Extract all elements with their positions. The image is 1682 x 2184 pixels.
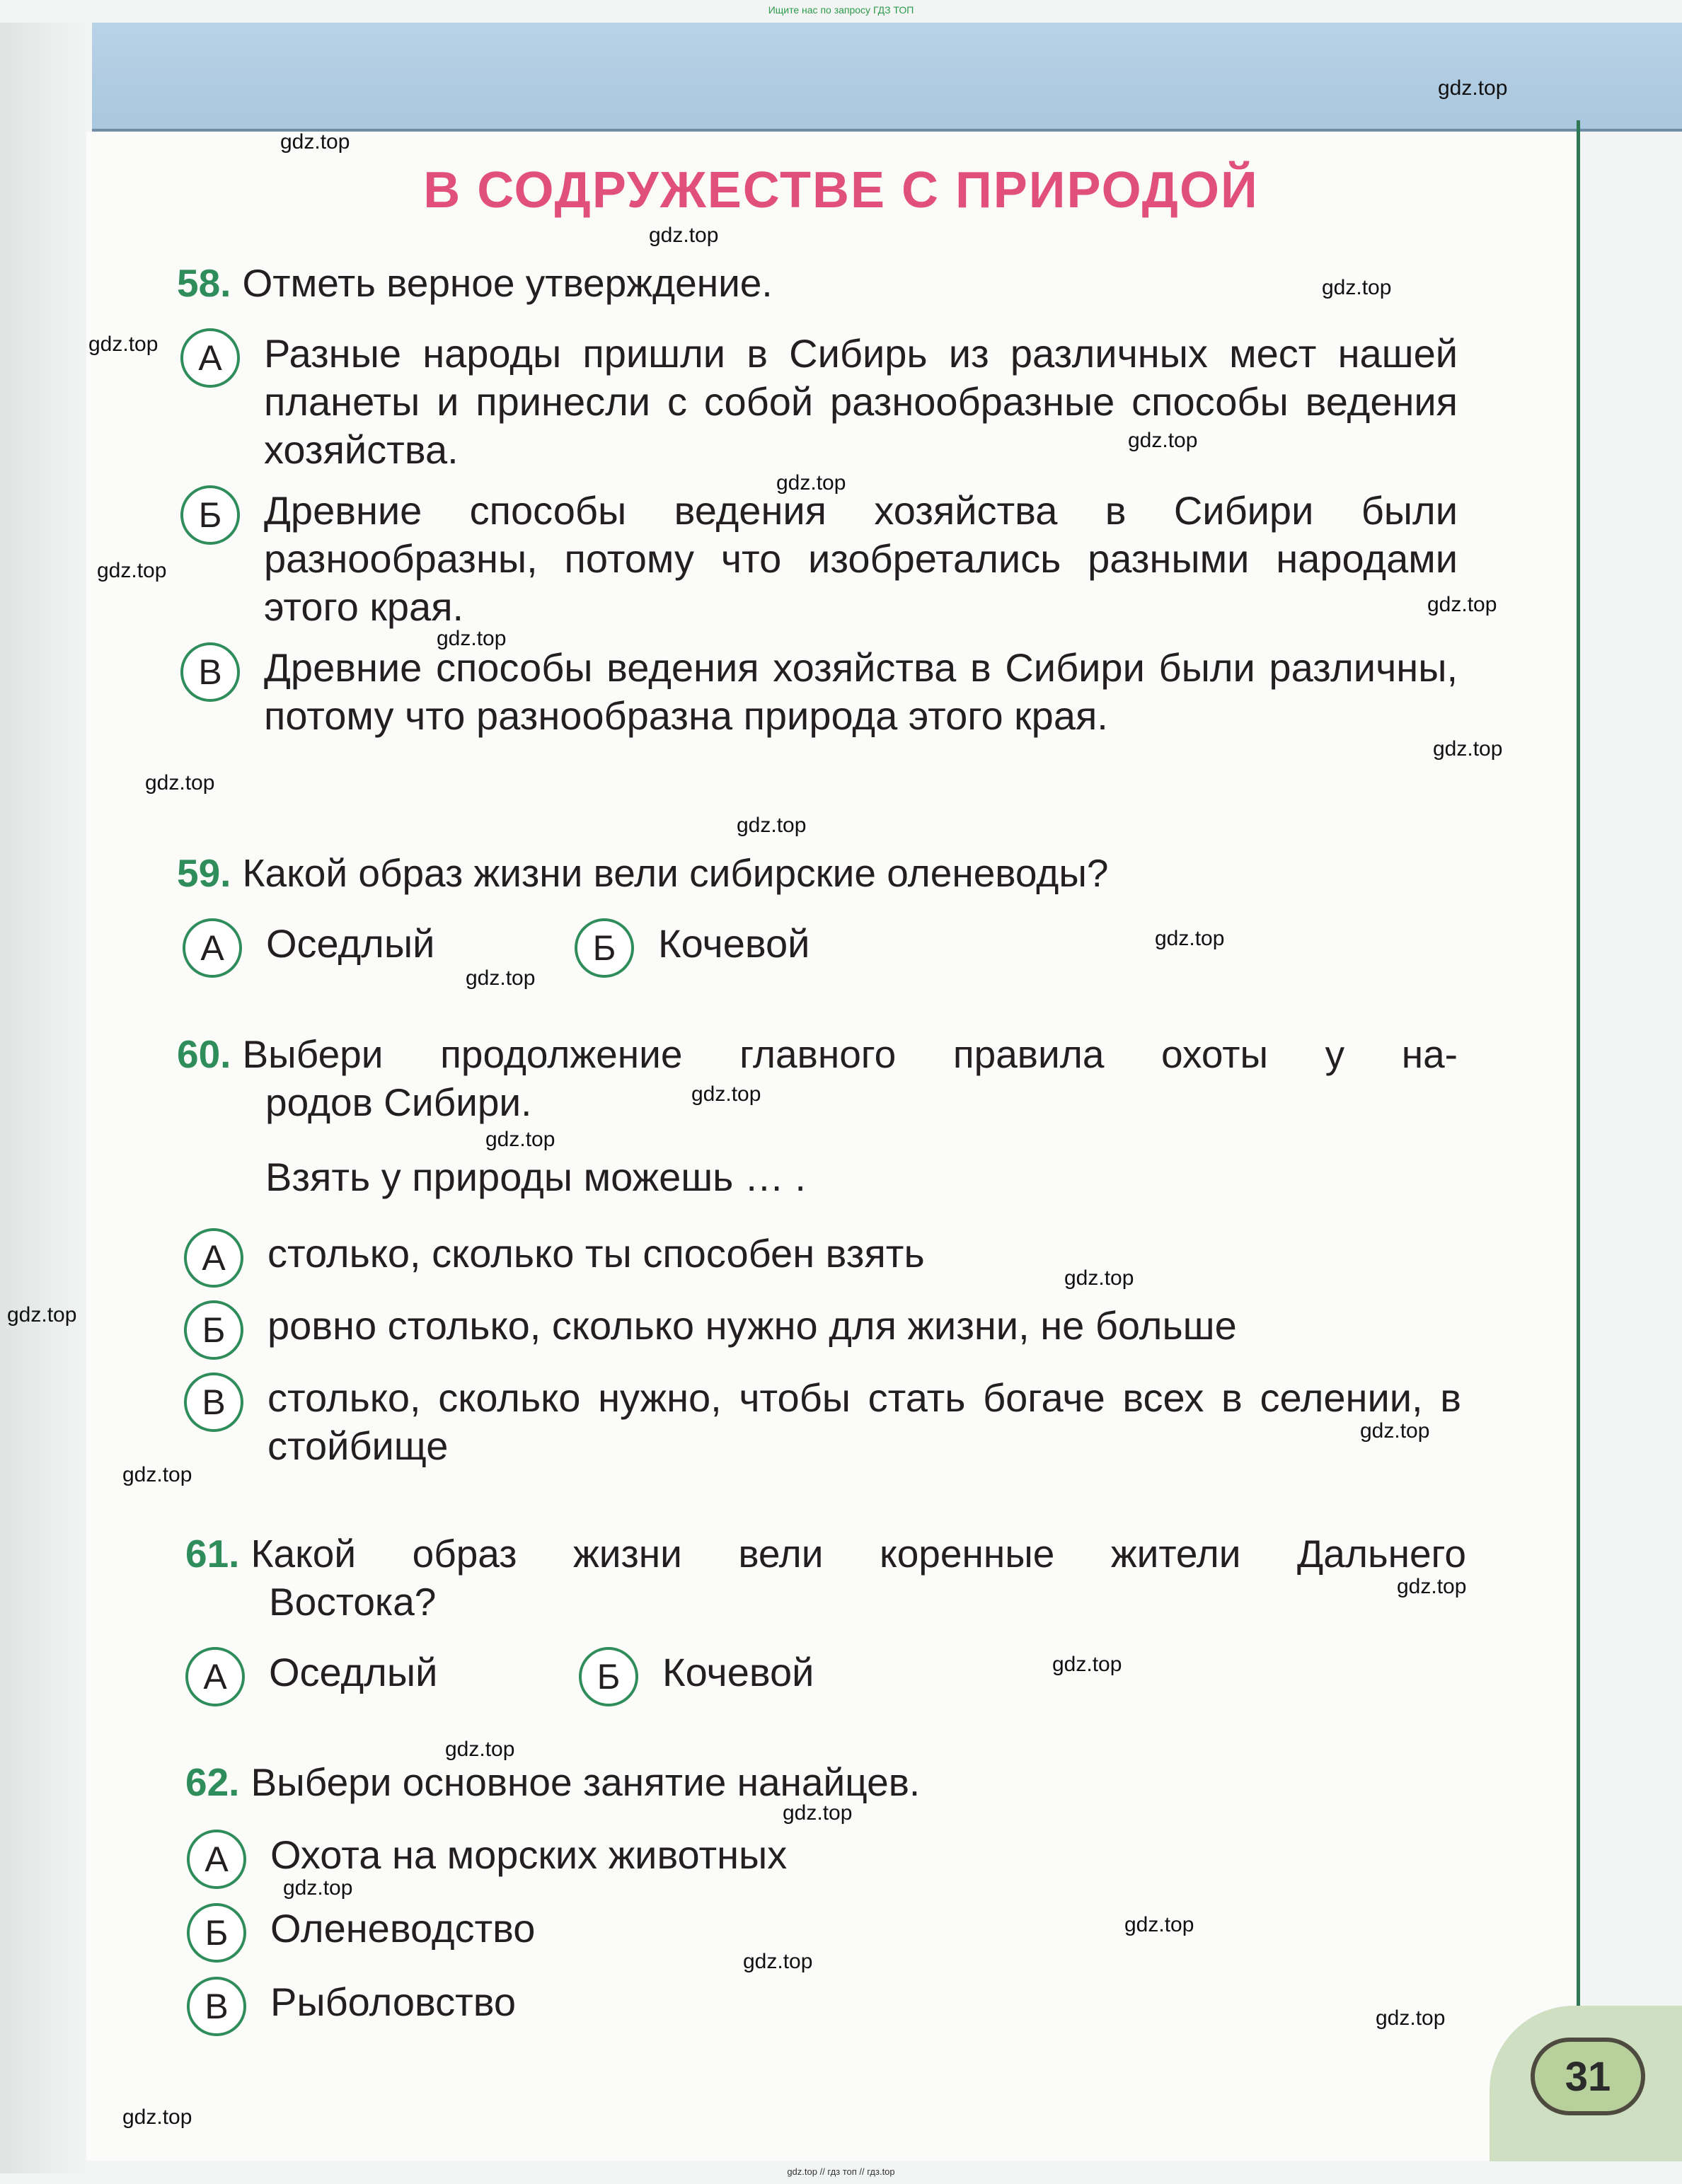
watermark: gdz.top [88,333,159,356]
watermark: gdz.top [1052,1653,1122,1676]
question-62 [185,1758,920,1806]
option-text: Разные народы пришли в Сибирь из различных мест нашей планеты и принесли с собой разнообразные способы ведения хозяйства. [264,331,1458,472]
answer-option-b[interactable] [187,1905,535,1953]
watermark: gdz.top [485,1128,555,1151]
option-text: Древние способы ведения хозяйства в Сибири были разнообразны, потому что изобретались разными народами этого края. [264,488,1458,629]
question-text: Выбери основное занятие нанайцев. [250,1760,921,1804]
option-text: ровно столько, сколько нужно для жизни, не больше [267,1303,1237,1348]
header-note: Ищите нас по запросу ГДЗ ТОП [768,4,914,16]
option-text: Кочевой [658,921,810,966]
watermark: gdz.top [783,1801,853,1825]
watermark: gdz.top [466,966,536,990]
answer-option-a[interactable] [185,1648,437,1697]
question-60 [177,1030,1458,1078]
option-text: Древние способы ведения хозяйства в Сибири были различны, потому что разнообразна природа этого края. [264,645,1458,738]
watermark: gdz.top [280,130,350,154]
watermark: gdz.top [283,1876,353,1900]
watermark: gdz.top [437,627,507,650]
option-letter-circle[interactable]: Б [575,918,634,978]
answer-option-a[interactable] [180,330,1458,474]
question-text: Какой образ жизни вели сибирские оленеводы? [242,851,1109,895]
option-letter-circle[interactable]: Б [184,1300,243,1360]
page-number: 31 [1531,2038,1645,2115]
question-number: 62. [185,1760,240,1804]
watermark: gdz.top [1064,1266,1134,1290]
option-text: Кочевой [662,1650,814,1694]
option-letter-circle[interactable]: А [187,1830,246,1889]
watermark: gdz.top [1376,2006,1446,2030]
option-letter-circle[interactable]: В [180,642,240,702]
watermark: gdz.top [1438,76,1508,100]
question-61 [185,1530,1466,1578]
option-text: Оседлый [266,921,435,966]
option-letter-circle[interactable]: А [180,328,240,388]
section-title: В СОДРУЖЕСТВЕ С ПРИРОДОЙ [423,162,1259,219]
question-text-line2: родов Сибири. [265,1080,532,1124]
option-text: столько, сколько нужно, чтобы стать богаче всех в селении, в стойбище [267,1375,1461,1468]
watermark: gdz.top [1360,1419,1430,1443]
question-number: 61. [185,1532,240,1576]
page-gutter [0,23,92,2173]
watermark: gdz.top [1322,276,1392,299]
option-letter-circle[interactable]: Б [187,1903,246,1963]
option-text: Охота на морских животных [270,1832,788,1877]
top-banner [0,23,1682,132]
option-text: Рыболовство [270,1980,517,2024]
watermark: gdz.top [122,1463,192,1486]
watermark: gdz.top [1124,1913,1194,1936]
question-number: 59. [177,851,231,895]
question-61-cont [269,1578,436,1626]
answer-option-c[interactable] [180,644,1458,740]
watermark: gdz.top [97,559,167,582]
question-number: 60. [177,1032,231,1076]
question-number: 58. [177,261,231,305]
footer-note: gdz.top // гдз топ // гдз.top [787,2166,895,2177]
question-58 [177,259,773,307]
question-text: Отметь верное утверждение. [242,261,773,305]
watermark: gdz.top [1155,927,1225,950]
watermark: gdz.top [145,771,215,795]
answer-option-b[interactable] [579,1648,814,1697]
answer-option-b[interactable] [180,487,1458,631]
answer-option-a[interactable] [183,920,434,968]
watermark: gdz.top [743,1950,813,1973]
watermark: gdz.top [1397,1575,1467,1598]
watermark: gdz.top [1128,429,1198,452]
option-text: Оленеводство [270,1906,536,1951]
watermark: gdz.top [776,471,846,495]
option-letter-circle[interactable]: А [183,918,242,978]
option-letter-circle[interactable]: В [184,1373,243,1432]
question-60-prompt: Взять у природы можешь … . [265,1155,806,1199]
watermark: gdz.top [1433,737,1503,761]
option-letter-circle[interactable]: Б [180,485,240,545]
answer-option-b[interactable] [575,920,810,968]
option-text: Оседлый [269,1650,438,1694]
watermark: gdz.top [737,814,807,837]
question-text-line1: Какой образ жизни вели коренные жители Дальнего [250,1532,1466,1576]
question-60-cont [265,1078,531,1126]
question-59 [177,849,1109,897]
option-letter-circle[interactable]: А [185,1647,245,1706]
watermark: gdz.top [7,1303,77,1327]
watermark: gdz.top [122,2105,192,2129]
watermark: gdz.top [691,1082,761,1106]
watermark: gdz.top [445,1738,515,1761]
option-letter-circle[interactable]: В [187,1977,246,2036]
answer-option-a[interactable] [184,1230,1461,1278]
answer-option-b[interactable] [184,1302,1461,1350]
answer-option-c[interactable] [184,1374,1461,1470]
question-text-line2: Востока? [269,1580,437,1624]
answer-option-a[interactable] [187,1831,787,1879]
question-text-line1: Выбери продолжение главного правила охоты у на- [242,1032,1458,1076]
watermark: gdz.top [1427,593,1497,616]
option-text: столько, сколько ты способен взять [267,1231,925,1276]
watermark: gdz.top [649,224,719,247]
option-letter-circle[interactable]: А [184,1228,243,1288]
answer-option-c[interactable] [187,1978,516,2026]
option-letter-circle[interactable]: Б [579,1647,638,1706]
margin-rule [1577,120,1580,2158]
